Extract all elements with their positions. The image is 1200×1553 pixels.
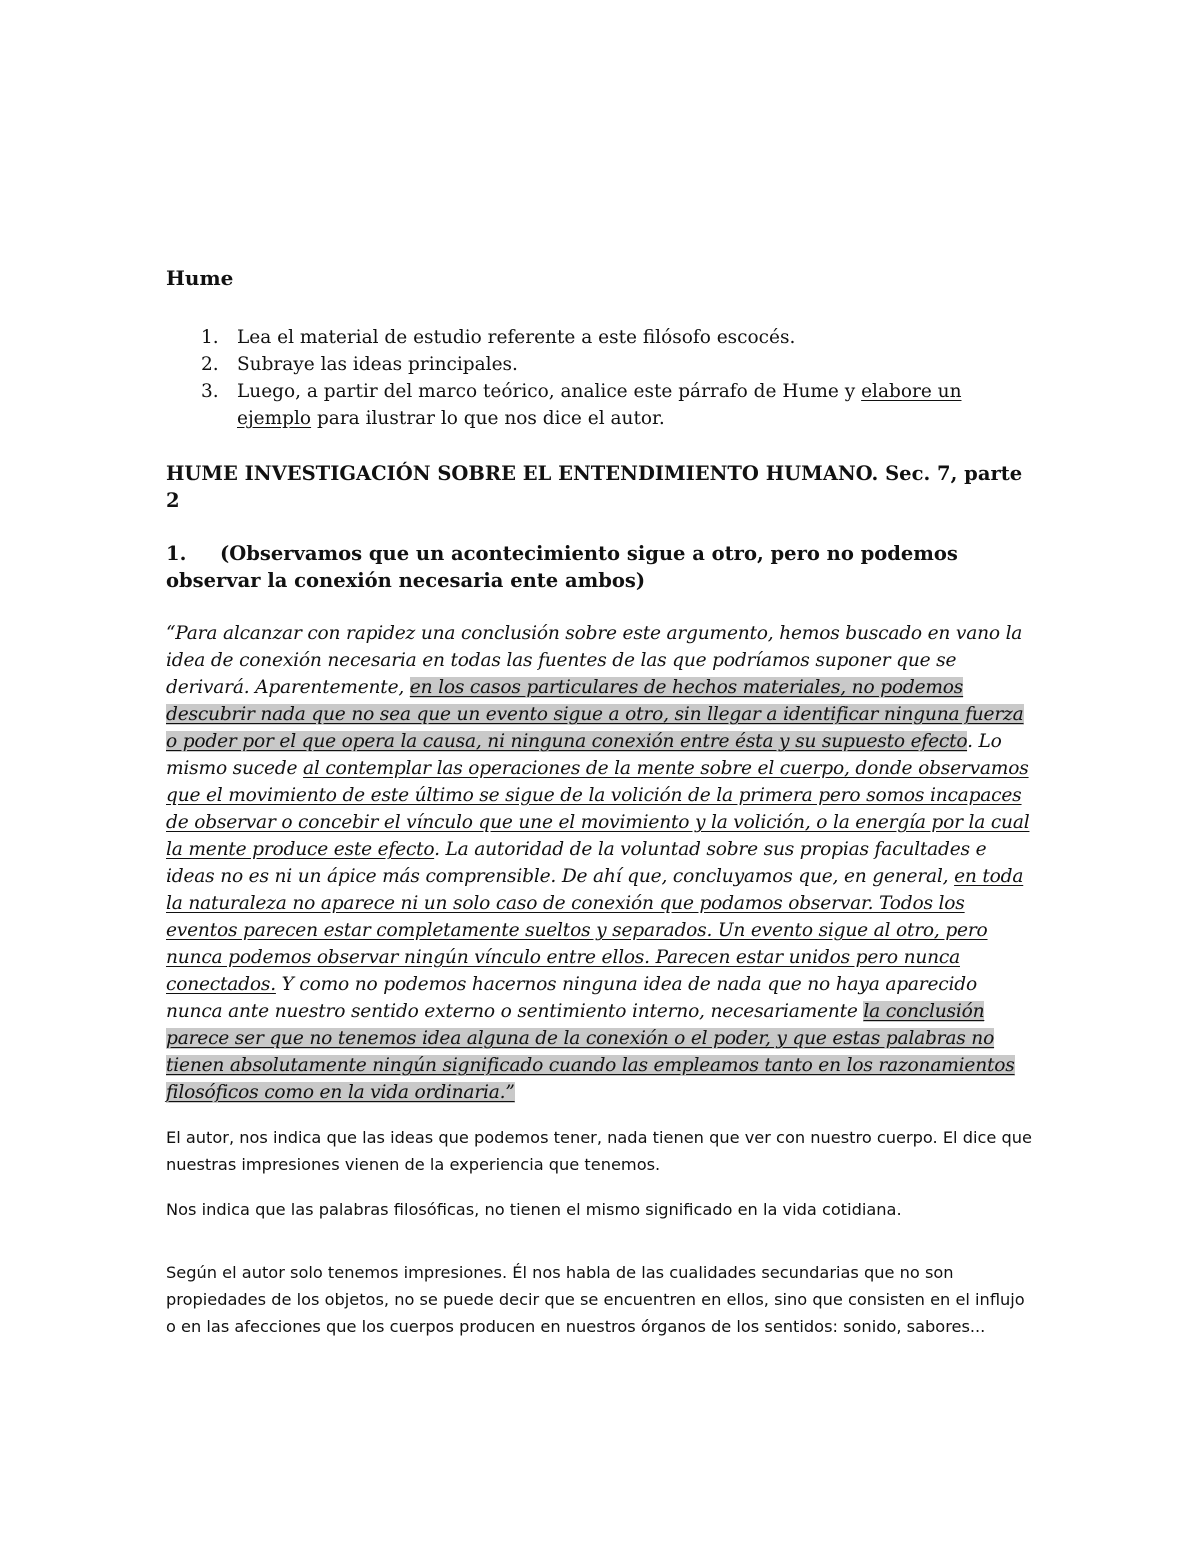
instruction-text-before: Luego, a partir del marco teórico, analice este párrafo de Hume y [237, 381, 862, 402]
instruction-text-after: para ilustrar lo que nos dice el autor. [311, 408, 665, 429]
quote-underline: al contemplar las operaciones de la mente sobre el cuerpo, donde observamos que el movimiento de este último se sigue de la volición de la primera pero somos incapaces de observar o concebir el vínculo que une el movimiento y la volición, o la energía por la cual la mente produce este efecto [166, 758, 1030, 860]
hume-quote [166, 620, 1036, 1106]
answer-paragraph: El autor, nos indica que las ideas que podemos tener, nada tienen que ver con nuestro cuerpo. El dice que nuestras impresiones vienen de la experiencia que tenemos. [166, 1128, 1032, 1174]
quote-underline: en toda la naturaleza no aparece ni un solo caso de conexión que podamos observar. Todos los eventos parecen estar completamente sueltos y separados. Un evento sigue al otro, pero nunca podemos observar ningún vínculo entre ellos. Parecen estar unidos pero nunca conectados. [166, 866, 1024, 995]
answer-paragraph: Nos indica que las palabras filosóficas, no tienen el mismo significado en la vida cotidiana. [166, 1200, 902, 1219]
instruction-item [166, 324, 1036, 351]
quote-text: Y como no podemos hacernos ninguna idea de nada que no haya aparecido nunca ante nuestro sentido externo o sentimiento interno, necesariamente [166, 974, 977, 1022]
instruction-underlined-text: elabore un ejemplo [237, 381, 962, 429]
subheading-text: (Observamos que un acontecimiento sigue a otro, pero no podemos observar la conexión necesaria ente ambos) [166, 542, 958, 592]
quote-text: . Lo mismo sucede [166, 731, 1002, 779]
quote-highlight: la conclusión parece ser que no tenemos idea alguna de la conexión o el poder, y que estas palabras no tienen absolutamente ningún significado cuando las empleamos tanto en los razonamientos filosóficos como en la vida ordinaria.” [166, 1001, 1015, 1103]
instruction-text: Subraye las ideas principales. [237, 354, 518, 375]
document-body [166, 264, 1036, 1358]
instruction-item [166, 378, 1036, 432]
answer-paragraph: Según el autor solo tenemos impresiones. Él nos habla de las cualidades secundarias que no son propiedades de los objetos, no se puede decir que se encuentren en ellos, sino que consisten en el influjo o en las afecciones que los cuerpos producen en nuestros órganos de los sentidos: sonido, sabores... [166, 1263, 1025, 1336]
section-heading: HUME INVESTIGACIÓN SOBRE EL ENTENDIMIENTO HUMANO. Sec. 7, parte 2 [166, 462, 1023, 512]
instruction-list [166, 324, 1036, 432]
instruction-number: 2. [201, 354, 219, 375]
instruction-number: 3. [201, 381, 219, 402]
subheading [166, 540, 1036, 594]
subheading-number: 1. [166, 542, 187, 565]
instruction-number: 1. [201, 327, 219, 348]
document-title: Hume [166, 266, 234, 290]
quote-text: “Para alcanzar con rapidez una conclusión sobre este argumento, hemos buscado en vano la idea de conexión necesaria en todas las fuentes de las que podríamos suponer que se derivará. Aparentemente, [166, 623, 1023, 698]
instruction-text: Lea el material de estudio referente a este filósofo escocés. [237, 327, 796, 348]
instruction-item [166, 351, 1036, 378]
quote-highlight: en los casos particulares de hechos materiales, no podemos descubrir nada que no sea que un evento sigue a otro, sin llegar a identificar ninguna fuerza o poder por el que opera la causa, ni ninguna conexión entre ésta y su supuesto efecto [166, 677, 1024, 752]
quote-text: . La autoridad de la voluntad sobre sus propias facultades e ideas no es ni un ápice más comprensible. De ahí que, concluyamos que, en general, [166, 839, 987, 887]
